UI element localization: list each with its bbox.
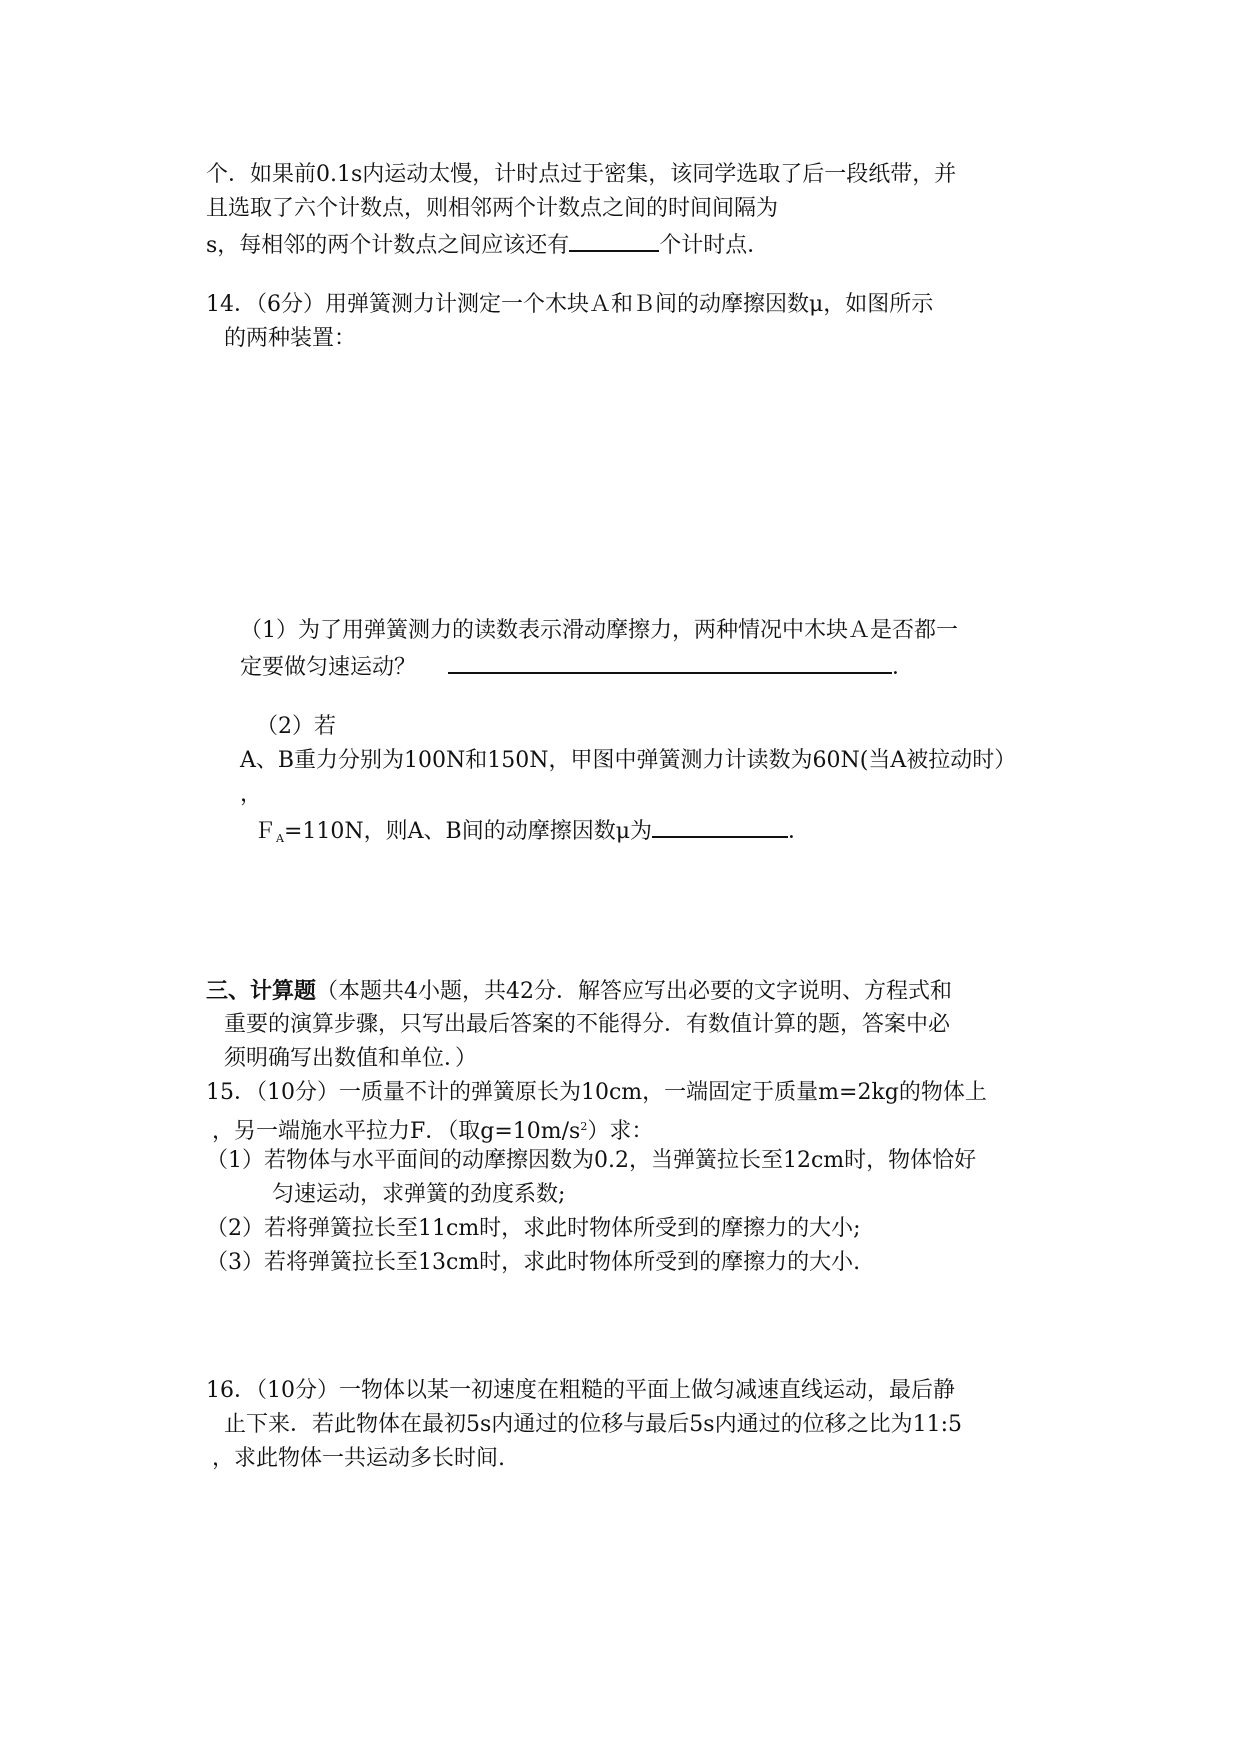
q16-line-3: ，求此物体一共运动多长时间.	[212, 1446, 505, 1471]
q14-part1-end: ．	[892, 655, 915, 680]
q14-force-symbol: Ｆ	[254, 819, 277, 844]
q15-line-2	[212, 1112, 653, 1147]
q14-part2-line-4-text: =110N，则A、B间的动摩擦因数μ为	[283, 819, 652, 844]
q15-line-2-b: ）求：	[587, 1119, 654, 1144]
q16-line-2: 止下来．若此物体在最初5s内通过的位移与最后5s内通过的位移之比为11:5	[224, 1412, 962, 1437]
q14-part1-answer-blank[interactable]	[448, 650, 892, 674]
q15-sub2: （2）若将弹簧拉长至11cm时，求此时物体所受到的摩擦力的大小;	[206, 1216, 861, 1241]
q13-line-3-suffix: 个计时点．	[659, 233, 770, 258]
q14-line-1: 14．（6分）用弹簧测力计测定一个木块Ａ和Ｂ间的动摩擦因数μ，如图所示	[206, 292, 934, 317]
q15-superscript: 2	[580, 1120, 588, 1133]
q13-line-3-prefix: s，每相邻的两个计数点之间应该还有	[206, 233, 570, 258]
q14-part2-line-4	[254, 814, 810, 854]
q14-force-subscript: A	[276, 832, 284, 845]
q15-line-1: 15．（10分）一质量不计的弹簧原长为10cm，一端固定于质量m=2kg的物体上	[206, 1080, 987, 1105]
q14-part1-question: 定要做匀速运动？	[240, 655, 417, 680]
section3-line-3: 须明确写出数值和单位．）	[224, 1046, 478, 1071]
q14-line-2: 的两种装置：	[224, 326, 357, 351]
q13-line-3	[206, 228, 769, 261]
q15-line-2-a: ，另一端施水平拉力F．（取g=10m/s	[212, 1119, 581, 1144]
q14-part1-line-1: （1）为了用弹簧测力的读数表示滑动摩擦力，两种情况中木块Ａ是否都一	[240, 618, 958, 643]
q14-part2-answer-blank[interactable]	[652, 814, 788, 838]
q13-line-1: 个．如果前0.1s内运动太慢，计时点过于密集，该同学选取了后一段纸带，并	[206, 162, 957, 187]
q14-part2-line-1: （2）若	[256, 714, 336, 739]
section3-instructions: （本题共4小题，共42分．解答应写出必要的文字说明、方程式和	[316, 979, 953, 1004]
section3-heading: 三、计算题	[206, 978, 317, 1004]
q13-line-2: 且选取了六个计数点，则相邻两个计数点之间的时间间隔为	[206, 196, 779, 221]
q16-line-1: 16．（10分）一物体以某一初速度在粗糙的平面上做匀减速直线运动，最后静	[206, 1378, 955, 1403]
q13-answer-blank[interactable]	[569, 228, 659, 252]
q15-sub1-line-2: 匀速运动，求弹簧的劲度系数;	[272, 1182, 566, 1207]
q14-part1-line-2	[240, 650, 914, 683]
q15-sub3: （3）若将弹簧拉长至13cm时，求此时物体所受到的摩擦力的大小.	[206, 1250, 861, 1275]
q15-sub1-line-1: （1）若物体与水平面间的动摩擦因数为0.2，当弹簧拉长至12cm时，物体恰好	[206, 1148, 977, 1173]
q14-part2-line-2: A、B重力分别为100N和150N，甲图中弹簧测力计读数为60N(当A被拉动时）	[240, 748, 1017, 773]
section3-line-2: 重要的演算步骤，只写出最后答案的不能得分．有数值计算的题，答案中必	[224, 1012, 951, 1037]
section3-line-1	[206, 976, 952, 1007]
q14-part2-end: ．	[788, 819, 811, 844]
q14-part2-line-3: ，	[240, 782, 263, 807]
